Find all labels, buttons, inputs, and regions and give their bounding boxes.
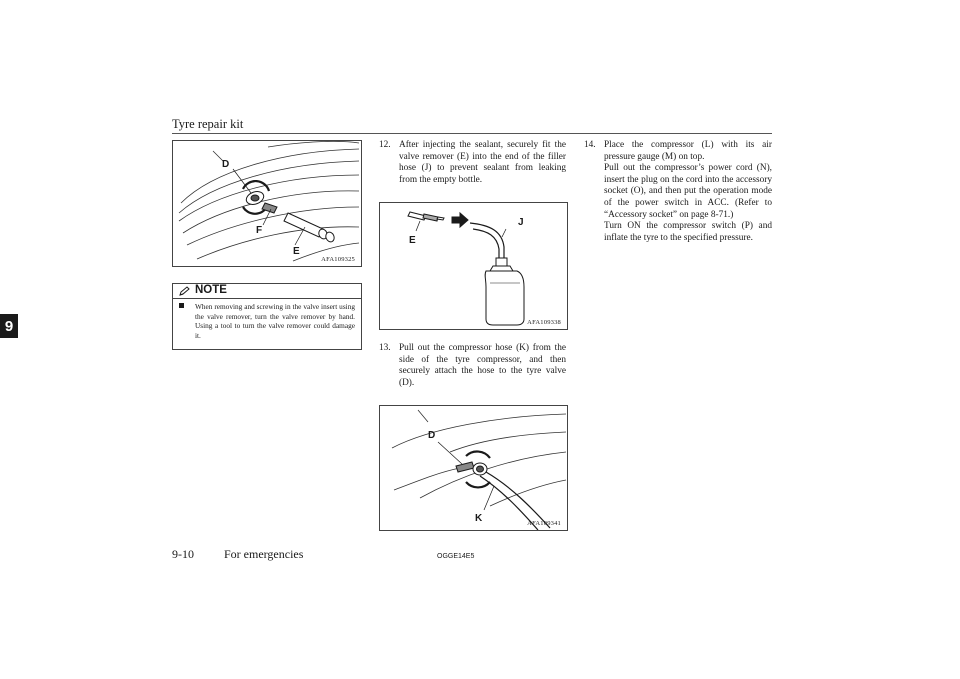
figure-compressor-hose — [379, 405, 568, 531]
footer-code: OGGE14E5 — [437, 553, 475, 560]
step-number: 13. — [379, 343, 391, 353]
valve-remover-illustration — [173, 141, 361, 266]
note-pencil-icon — [179, 286, 191, 296]
note-bullet — [179, 303, 184, 308]
filler-hose-illustration — [380, 203, 567, 329]
step-14 — [584, 140, 772, 244]
compressor-hose-illustration — [380, 406, 567, 530]
note-box — [172, 283, 362, 350]
fig3-code: AFA109341 — [527, 520, 561, 527]
note-header — [173, 284, 361, 299]
fig1-code: AFA109325 — [321, 256, 355, 263]
chapter-tab: 9 — [0, 314, 18, 338]
note-label: NOTE — [195, 284, 227, 296]
step-text — [604, 140, 772, 244]
fig2-code: AFA109338 — [527, 319, 561, 326]
footer-page-number: 9-10 — [172, 547, 194, 561]
fig1-label-f: F — [256, 225, 263, 236]
figure-valve-remover — [172, 140, 362, 267]
fig1-label-d: D — [222, 159, 230, 170]
note-text: When removing and screwing in the valve insert using the valve remover, turn the valve remover by hand. Using a tool to turn the valve remover could damage it. — [195, 302, 355, 340]
step-13 — [379, 343, 566, 389]
figure-filler-hose — [379, 202, 568, 330]
footer-section: For emergencies — [224, 547, 304, 561]
note-body — [179, 302, 355, 340]
step-number: 14. — [584, 140, 596, 150]
step-text: Pull out the compressor hose (K) from the side of the tyre compressor, and then securely attach the hose to the tyre valve (D). — [399, 343, 566, 388]
fig1-label-e: E — [293, 246, 300, 257]
page-header-title: Tyre repair kit — [172, 117, 244, 131]
step-14-paragraph-2: Pull out the compressor’s power cord (N), insert the plug on the cord into the accessory socket (O), and then put the operation mode of the power switch in ACC. (Refer to “Accessory socket” on page 8-71.) — [604, 163, 772, 220]
step-text: After injecting the sealant, securely fit the valve remover (E) into the end of the filler hose (J) to prevent sealant from leaking from the empty bottle. — [399, 140, 566, 185]
fig2-label-j: J — [518, 217, 524, 228]
fig2-label-e: E — [409, 235, 416, 246]
fig3-label-k: K — [475, 513, 483, 524]
fig3-label-d: D — [428, 430, 436, 441]
step-number: 12. — [379, 140, 391, 150]
step-14-paragraph-3: Turn ON the compressor switch (P) and inflate the tyre to the specified pressure. — [604, 221, 772, 243]
step-12 — [379, 140, 566, 186]
step-14-paragraph-1: Place the compressor (L) with its air pressure gauge (M) on top. — [604, 140, 772, 162]
header-rule — [172, 133, 772, 134]
